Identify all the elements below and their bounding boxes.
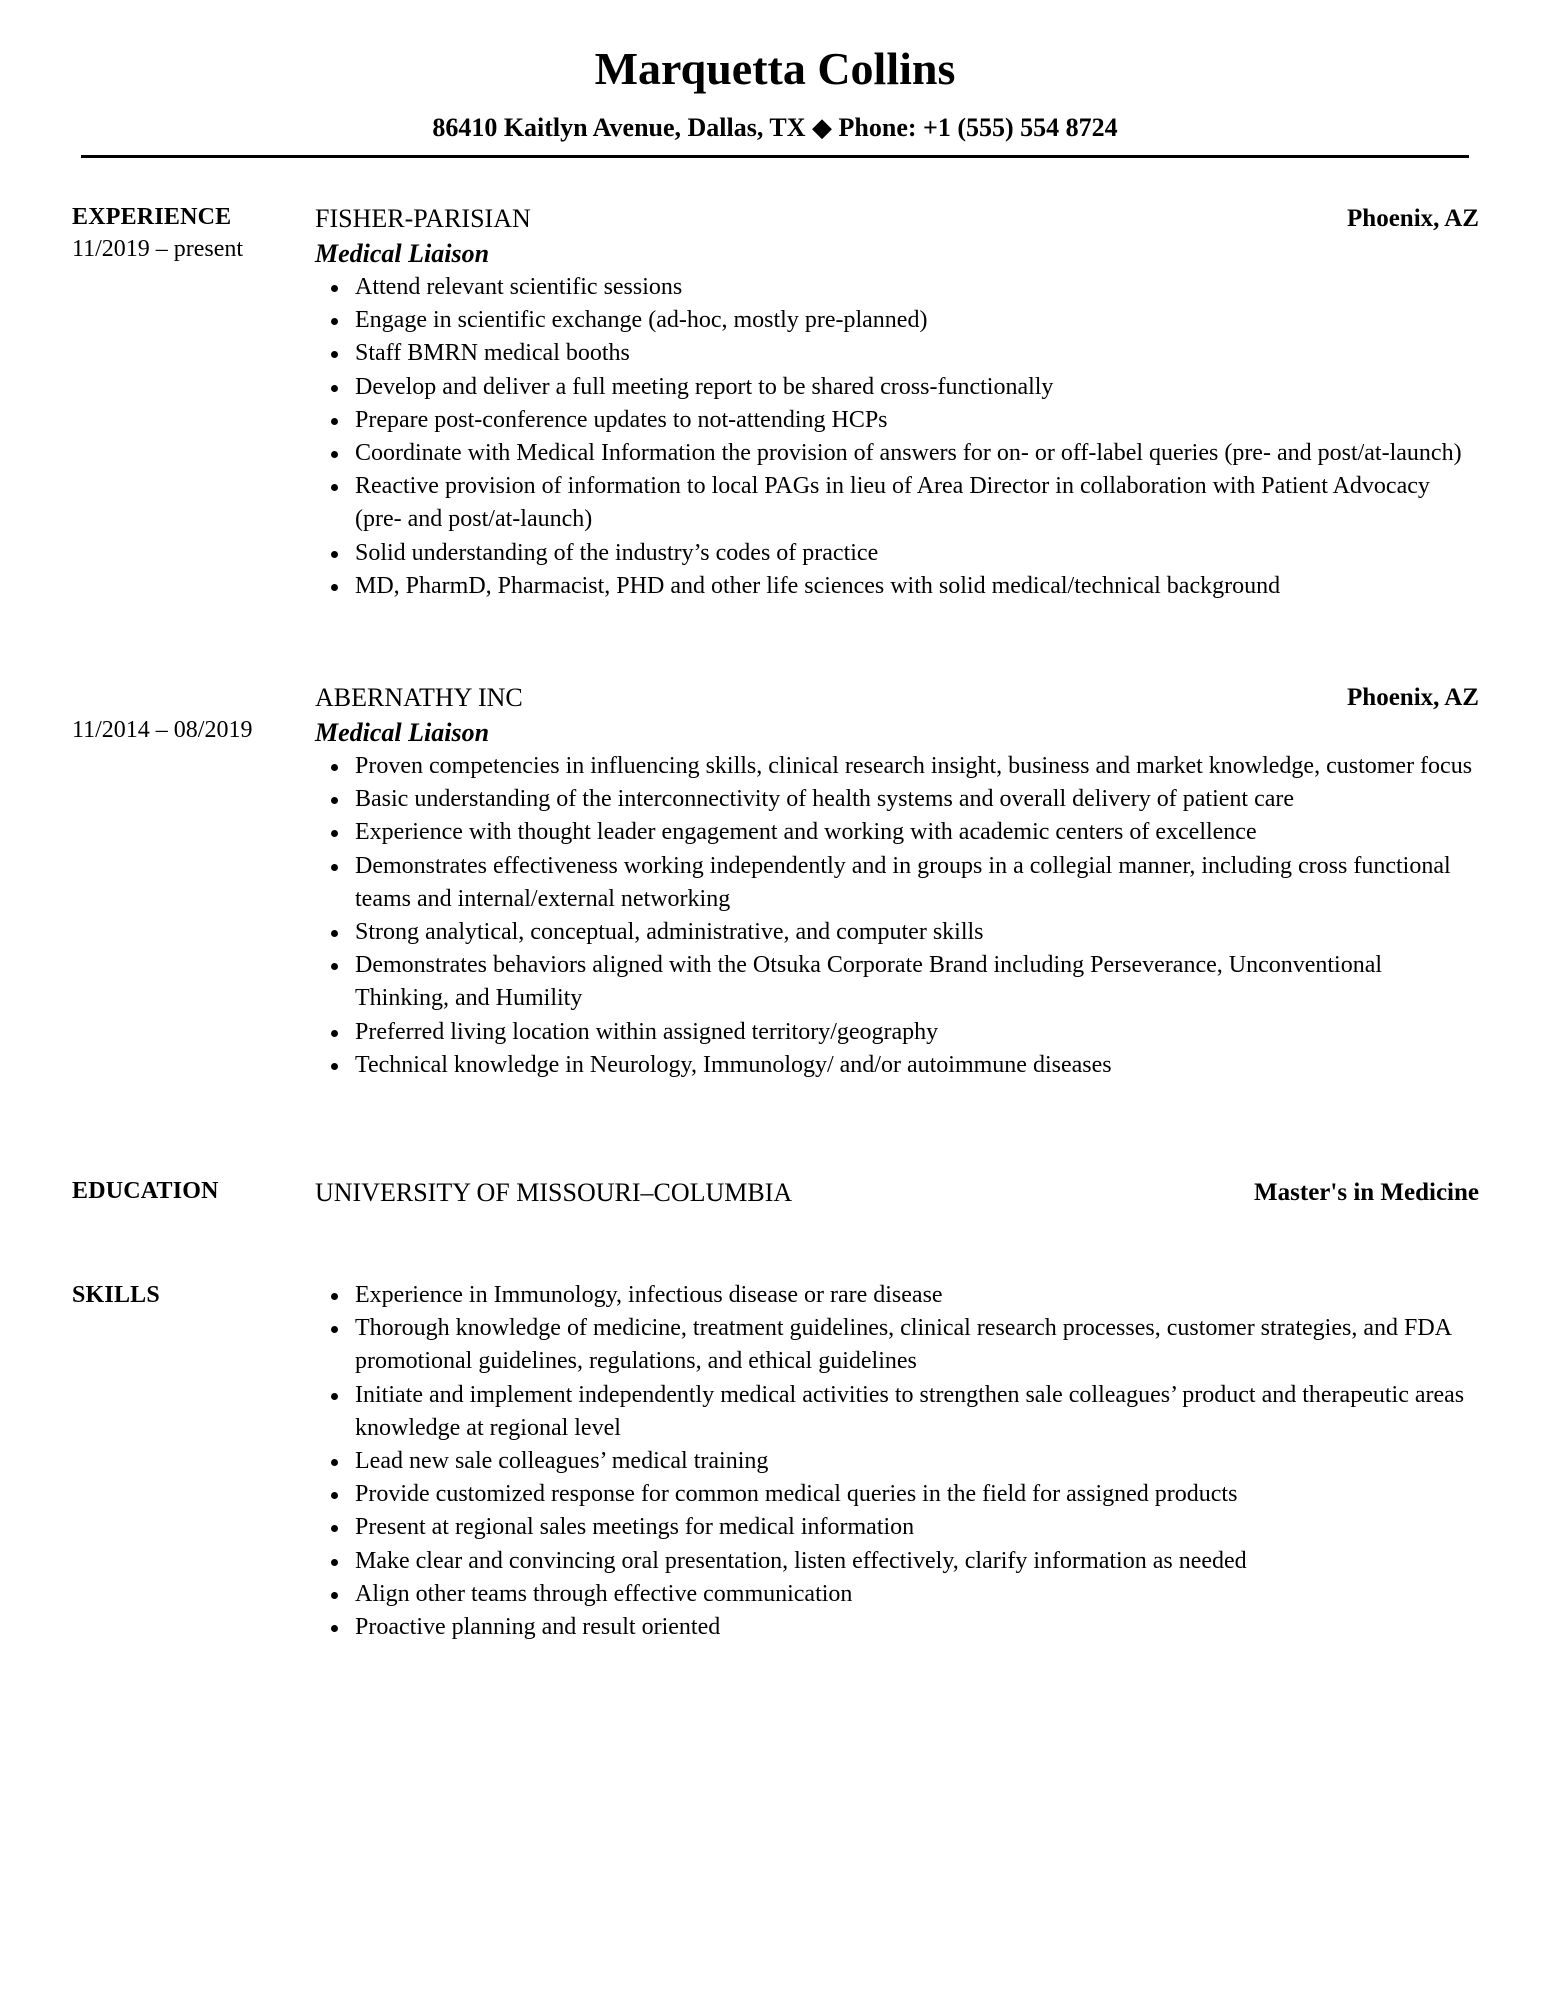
list-item: Demonstrates behaviors aligned with the Otsuka Corporate Brand including Perseverance, Unconventional Thinking, and Humility <box>315 949 1479 1015</box>
job-bullets <box>315 750 1479 1082</box>
list-item: Experience in Immunology, infectious disease or rare disease <box>315 1279 1479 1312</box>
list-item: Align other teams through effective communication <box>315 1578 1479 1611</box>
list-item: Experience with thought leader engagement and working with academic centers of excellence <box>315 816 1479 849</box>
list-item: Present at regional sales meetings for medical information <box>315 1511 1479 1544</box>
list-item: Thorough knowledge of medicine, treatment guidelines, clinical research processes, customer strategies, and FDA promotional guidelines, regulations, and ethical guidelines <box>315 1312 1479 1378</box>
list-item: Make clear and convincing oral presentation, listen effectively, clarify information as needed <box>315 1545 1479 1578</box>
job-entry <box>315 680 1479 1082</box>
list-item: Demonstrates effectiveness working independently and in groups in a collegial manner, including cross functional teams and internal/external networking <box>315 850 1479 916</box>
list-item: Staff BMRN medical booths <box>315 337 1479 370</box>
contact-line: 86410 Kaitlyn Avenue, Dallas, TX ◆ Phone: +1 (555) 554 8724 <box>432 113 1118 142</box>
job-entry <box>315 201 1479 603</box>
list-item: Strong analytical, conceptual, administrative, and computer skills <box>315 916 1479 949</box>
header-divider <box>81 155 1469 158</box>
list-item: Preferred living location within assigned territory/geography <box>315 1016 1479 1049</box>
job-location: Phoenix, AZ <box>1347 205 1479 232</box>
list-item: Reactive provision of information to local PAGs in lieu of Area Director in collaboration with Patient Advocacy (pre- and post/at-launch) <box>315 470 1479 536</box>
skills-entry <box>315 1279 1479 1644</box>
employer-name: ABERNATHY INC <box>315 683 523 712</box>
education-entry <box>315 1175 1479 1211</box>
job-bullets <box>315 271 1479 603</box>
skills-list <box>315 1279 1479 1644</box>
list-item: Lead new sale colleagues’ medical training <box>315 1445 1479 1478</box>
job-dates: 11/2014 – 08/2019 <box>72 717 253 743</box>
list-item: Provide customized response for common medical queries in the field for assigned products <box>315 1478 1479 1511</box>
list-item: Technical knowledge in Neurology, Immunology/ and/or autoimmune diseases <box>315 1049 1479 1082</box>
job-header <box>315 201 1479 237</box>
employer-name: FISHER-PARISIAN <box>315 204 531 233</box>
job-title: Medical Liaison <box>315 718 490 747</box>
list-item: Attend relevant scientific sessions <box>315 271 1479 304</box>
job-header <box>315 680 1479 716</box>
job-dates: 11/2019 – present <box>72 236 244 262</box>
job-location: Phoenix, AZ <box>1347 684 1479 711</box>
resume-header <box>81 42 1469 145</box>
list-item: Develop and deliver a full meeting report to be shared cross-functionally <box>315 371 1479 404</box>
school-name: UNIVERSITY OF MISSOURI–COLUMBIA <box>315 1178 793 1207</box>
list-item: Basic understanding of the interconnectivity of health systems and overall delivery of patient care <box>315 783 1479 816</box>
list-item: Engage in scientific exchange (ad-hoc, mostly pre-planned) <box>315 304 1479 337</box>
list-item: Initiate and implement independently medical activities to strengthen sale colleagues’ product and therapeutic areas knowledge at regional level <box>315 1379 1479 1445</box>
education-header <box>315 1175 1479 1211</box>
list-item: Proven competencies in influencing skills, clinical research insight, business and market knowledge, customer focus <box>315 750 1479 783</box>
skills-heading: SKILLS <box>72 1282 160 1308</box>
list-item: Proactive planning and result oriented <box>315 1611 1479 1644</box>
list-item: Solid understanding of the industry’s codes of practice <box>315 537 1479 570</box>
candidate-name: Marquetta Collins <box>594 43 956 94</box>
experience-heading: EXPERIENCE <box>72 204 232 230</box>
list-item: Coordinate with Medical Information the provision of answers for on- or off-label queries (pre- and post/at-launch) <box>315 437 1479 470</box>
education-heading: EDUCATION <box>72 1178 219 1204</box>
list-item: MD, PharmD, Pharmacist, PHD and other life sciences with solid medical/technical background <box>315 570 1479 603</box>
job-title: Medical Liaison <box>315 239 490 268</box>
list-item: Prepare post-conference updates to not-attending HCPs <box>315 404 1479 437</box>
degree-name: Master's in Medicine <box>1254 1179 1479 1206</box>
